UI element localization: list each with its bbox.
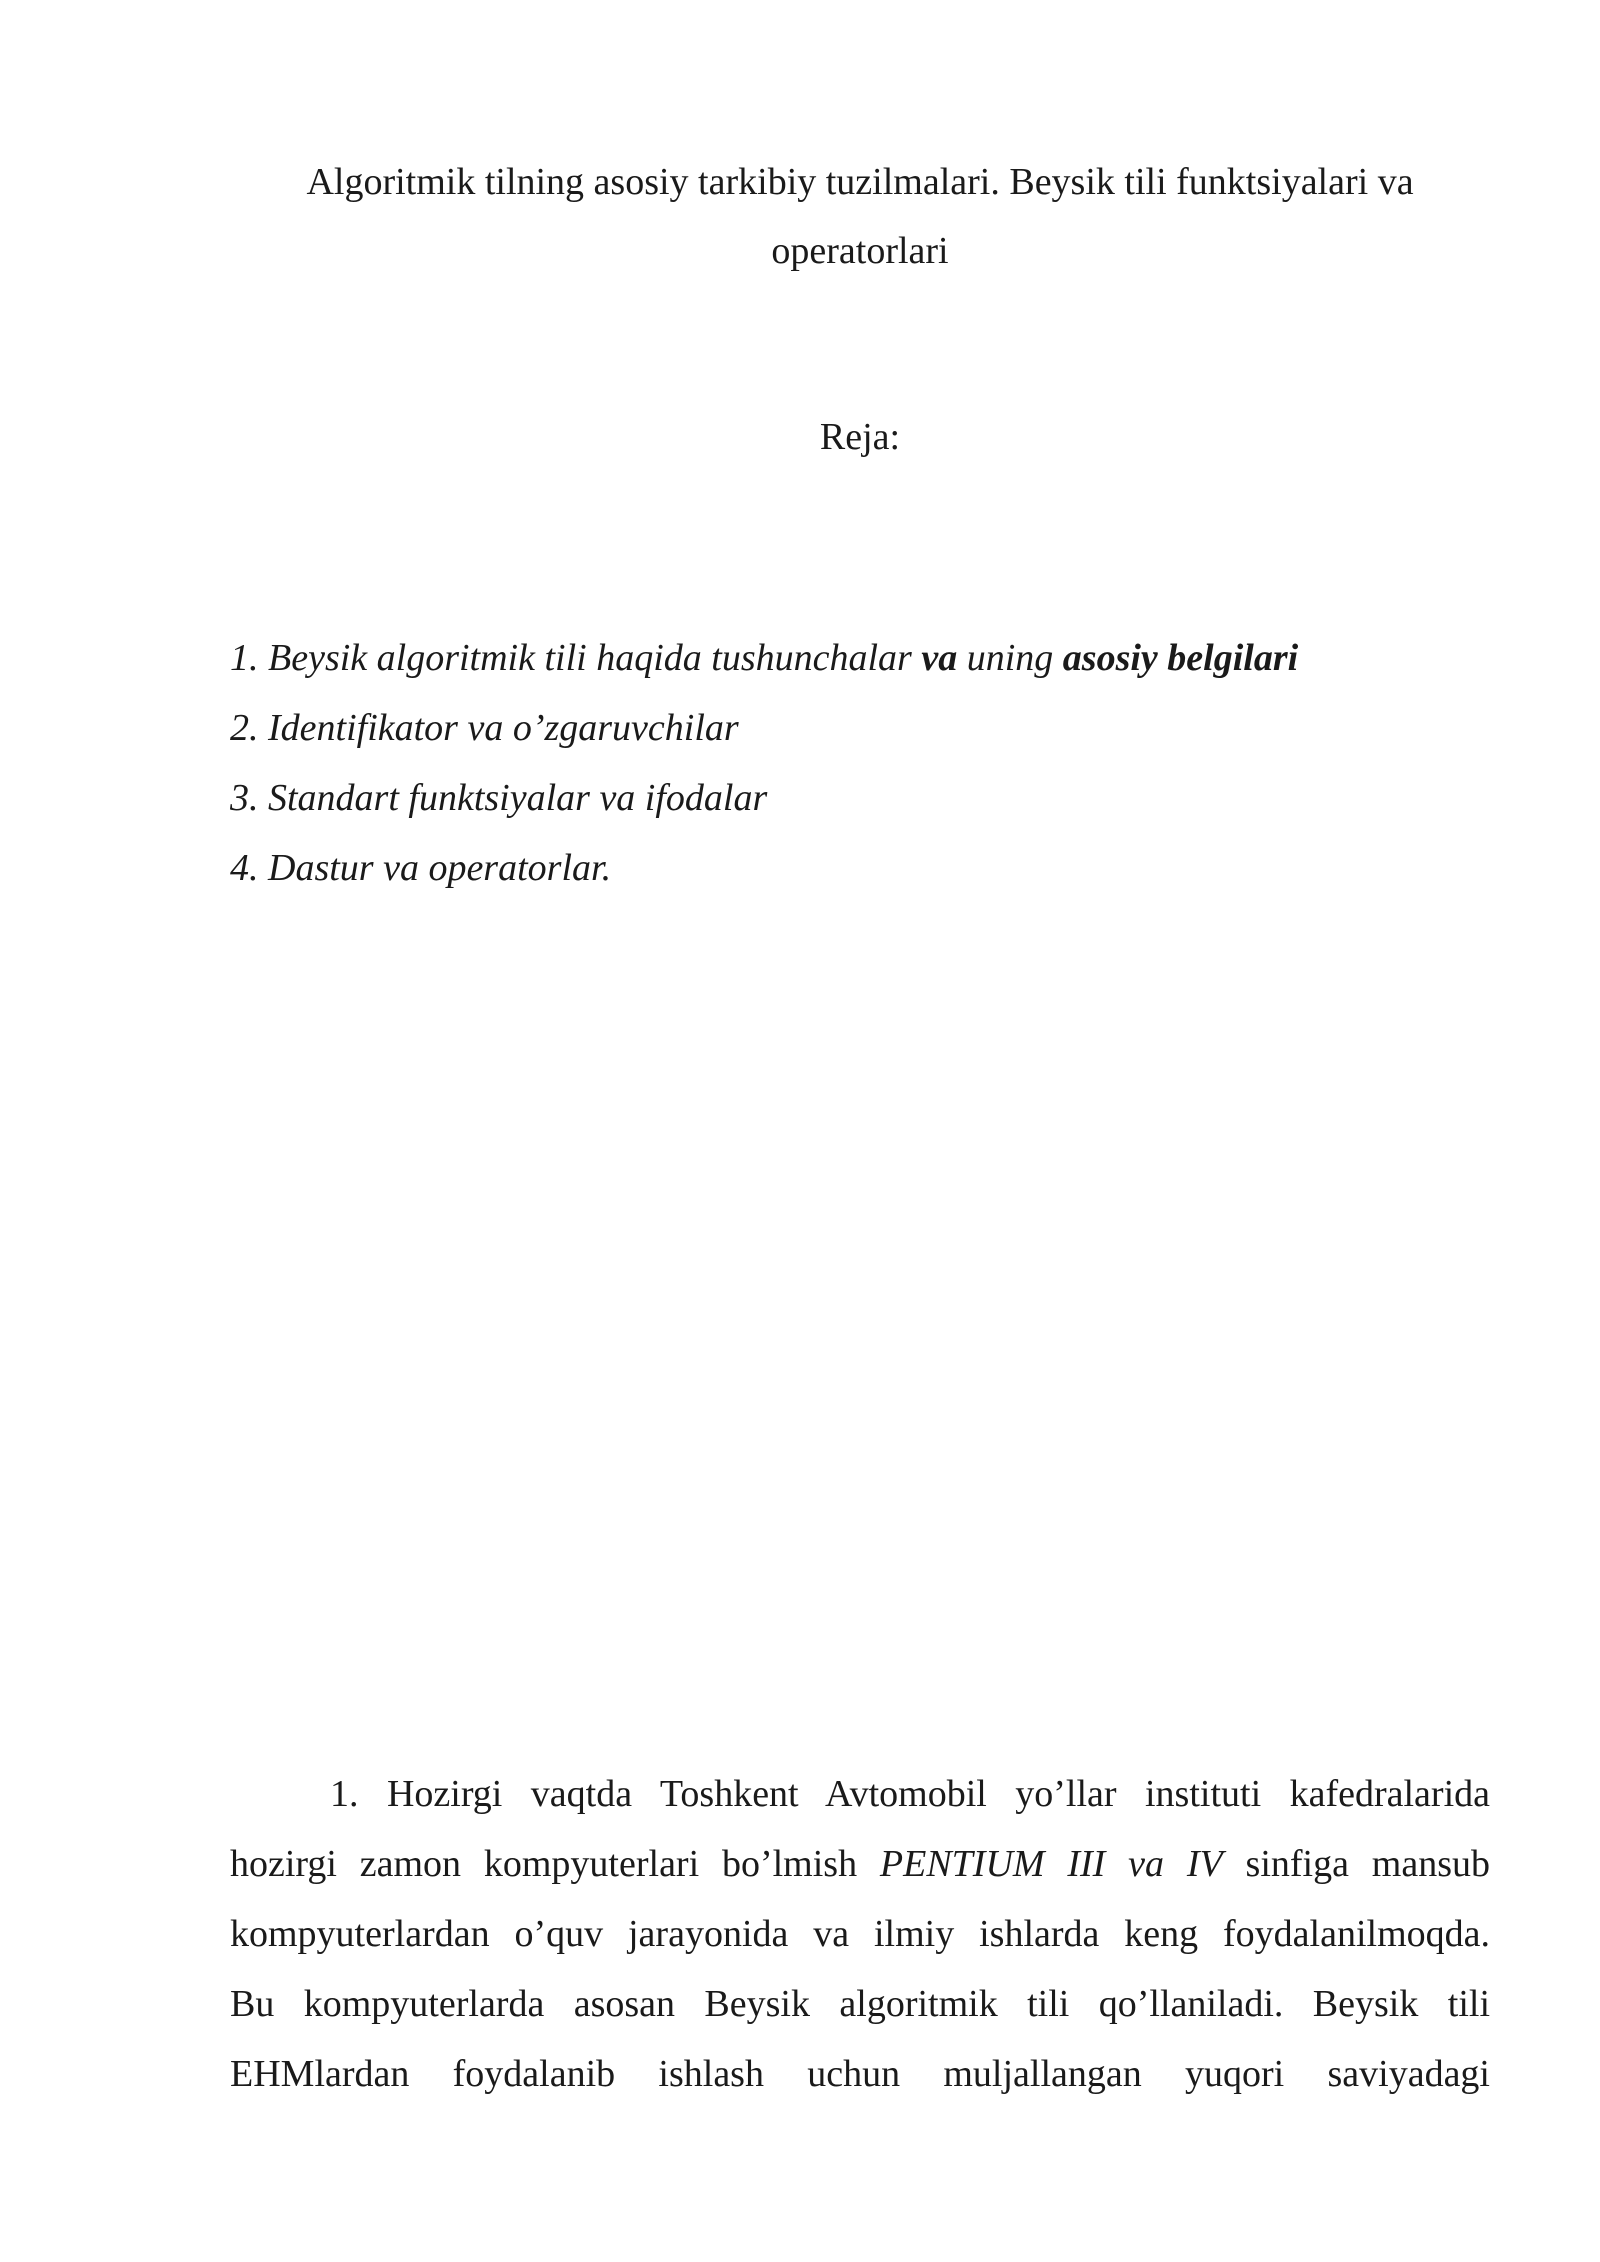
- body-paragraph: [230, 1759, 1490, 2109]
- body-line-3: kompyuterlardan o’quv jarayonida va ilmiy ishlarda keng foydalanilmoqda.: [230, 1913, 1490, 1955]
- plan-item-1-bold-va: va: [921, 637, 958, 679]
- plan-item-1-bold-belgilari: asosiy belgilari: [1062, 637, 1299, 679]
- body-line-4: Bu kompyuterlarda asosan Beysik algoritmik tili qo’llaniladi. Beysik tili: [230, 1983, 1490, 2025]
- plan-item-4: 4. Dastur va operatorlar.: [230, 847, 612, 889]
- plan-item-1: [230, 628, 1490, 698]
- plan-item-1-text: 1. Beysik algoritmik tili haqida tushunchalar: [230, 637, 922, 679]
- document-title: [230, 148, 1490, 286]
- body-line-5: EHMlardan foydalanib ishlash uchun muljallangan yuqori saviyadagi: [230, 2053, 1490, 2095]
- plan-item-1-text-uning: uning: [957, 637, 1063, 679]
- body-line-2-italic: PENTIUM III va IV: [879, 1843, 1223, 1885]
- title-line-1: Algoritmik tilning asosiy tarkibiy tuzilmalari. Beysik tili funktsiyalari va: [306, 161, 1414, 203]
- plan-list: [230, 628, 1490, 908]
- body-line-2: [230, 1829, 1490, 1899]
- body-line-2-text-a: hozirgi zamon kompyuterlari bo’lmish: [230, 1843, 880, 1885]
- plan-item-2: 2. Identifikator va o’zgaruvchilar: [230, 707, 739, 749]
- title-line-2: operatorlari: [771, 230, 949, 272]
- body-line-1: 1. Hozirgi vaqtda Toshkent Avtomobil yo’llar instituti kafedralarida: [330, 1773, 1490, 1815]
- plan-heading: Reja:: [819, 416, 901, 458]
- body-line-2-text-c: sinfiga mansub: [1222, 1843, 1490, 1885]
- plan-item-3: 3. Standart funktsiyalar va ifodalar: [230, 777, 768, 819]
